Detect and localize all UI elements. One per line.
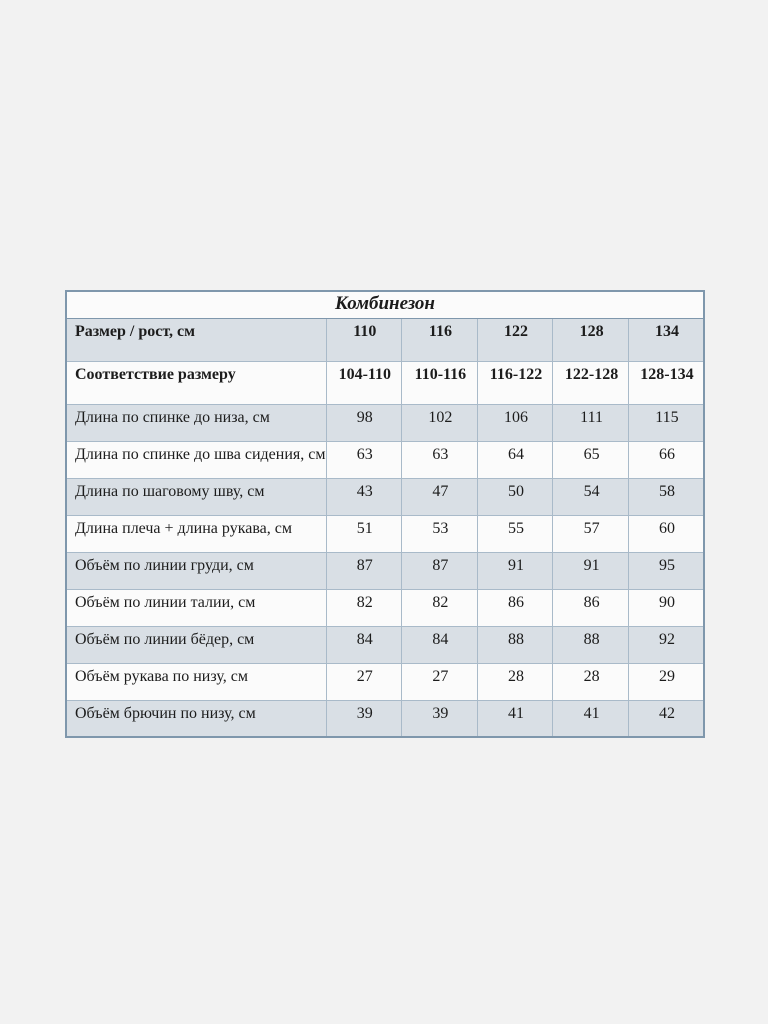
measurement-value: 55 <box>477 515 553 552</box>
size-value: 116 <box>402 318 478 361</box>
measurement-label: Объём по линии груди, см <box>66 552 326 589</box>
measurement-label: Длина по спинке до шва сидения, см <box>66 441 326 478</box>
table-row <box>66 626 704 663</box>
measurement-value: 87 <box>402 552 478 589</box>
measurement-value: 87 <box>326 552 402 589</box>
measurement-value: 60 <box>628 515 704 552</box>
measurement-value: 41 <box>477 700 553 737</box>
measurement-value: 39 <box>402 700 478 737</box>
size-value: 128 <box>553 318 629 361</box>
measurement-value: 42 <box>628 700 704 737</box>
measurement-label: Объём рукава по низу, см <box>66 663 326 700</box>
measurement-value: 53 <box>402 515 478 552</box>
measurement-value: 47 <box>402 478 478 515</box>
subheader-label: Соответствие размеру <box>66 361 326 404</box>
measurement-value: 66 <box>628 441 704 478</box>
measurement-value: 84 <box>326 626 402 663</box>
measurement-value: 63 <box>402 441 478 478</box>
size-correspondence-row <box>66 361 704 404</box>
measurement-value: 41 <box>553 700 629 737</box>
size-header-row <box>66 318 704 361</box>
measurement-label: Объём по линии талии, см <box>66 589 326 626</box>
table-row <box>66 552 704 589</box>
size-chart-table <box>65 290 705 738</box>
table-title: Комбинезон <box>66 291 704 318</box>
measurement-value: 29 <box>628 663 704 700</box>
header-label: Размер / рост, см <box>66 318 326 361</box>
measurement-value: 64 <box>477 441 553 478</box>
measurement-value: 65 <box>553 441 629 478</box>
measurement-value: 95 <box>628 552 704 589</box>
measurement-value: 27 <box>402 663 478 700</box>
measurement-value: 91 <box>553 552 629 589</box>
measurement-value: 51 <box>326 515 402 552</box>
measurement-value: 82 <box>326 589 402 626</box>
size-value: 122 <box>477 318 553 361</box>
measurement-value: 88 <box>553 626 629 663</box>
measurement-label: Объём по линии бёдер, см <box>66 626 326 663</box>
measurement-value: 57 <box>553 515 629 552</box>
measurement-value: 88 <box>477 626 553 663</box>
table-row <box>66 441 704 478</box>
size-range: 122-128 <box>553 361 629 404</box>
size-range: 128-134 <box>628 361 704 404</box>
measurement-value: 39 <box>326 700 402 737</box>
measurement-value: 50 <box>477 478 553 515</box>
measurement-value: 102 <box>402 404 478 441</box>
measurement-value: 63 <box>326 441 402 478</box>
measurement-value: 28 <box>553 663 629 700</box>
measurement-label: Длина по спинке до низа, см <box>66 404 326 441</box>
table-row <box>66 515 704 552</box>
table-row <box>66 404 704 441</box>
table-row <box>66 700 704 737</box>
measurement-value: 86 <box>477 589 553 626</box>
measurement-value: 28 <box>477 663 553 700</box>
size-value: 134 <box>628 318 704 361</box>
measurement-label: Длина по шаговому шву, см <box>66 478 326 515</box>
table-row <box>66 589 704 626</box>
measurement-label: Объём брючин по низу, см <box>66 700 326 737</box>
measurement-value: 115 <box>628 404 704 441</box>
size-value: 110 <box>326 318 402 361</box>
size-range: 116-122 <box>477 361 553 404</box>
table-title-row <box>66 291 704 318</box>
measurement-value: 86 <box>553 589 629 626</box>
measurement-value: 91 <box>477 552 553 589</box>
measurement-value: 98 <box>326 404 402 441</box>
measurement-value: 92 <box>628 626 704 663</box>
measurement-value: 27 <box>326 663 402 700</box>
table-row <box>66 663 704 700</box>
measurement-value: 82 <box>402 589 478 626</box>
measurement-value: 111 <box>553 404 629 441</box>
measurement-value: 90 <box>628 589 704 626</box>
size-range: 110-116 <box>402 361 478 404</box>
table-row <box>66 478 704 515</box>
measurement-value: 54 <box>553 478 629 515</box>
measurement-label: Длина плеча + длина рукава, см <box>66 515 326 552</box>
measurement-value: 58 <box>628 478 704 515</box>
measurement-value: 84 <box>402 626 478 663</box>
size-range: 104-110 <box>326 361 402 404</box>
measurement-value: 106 <box>477 404 553 441</box>
measurement-value: 43 <box>326 478 402 515</box>
